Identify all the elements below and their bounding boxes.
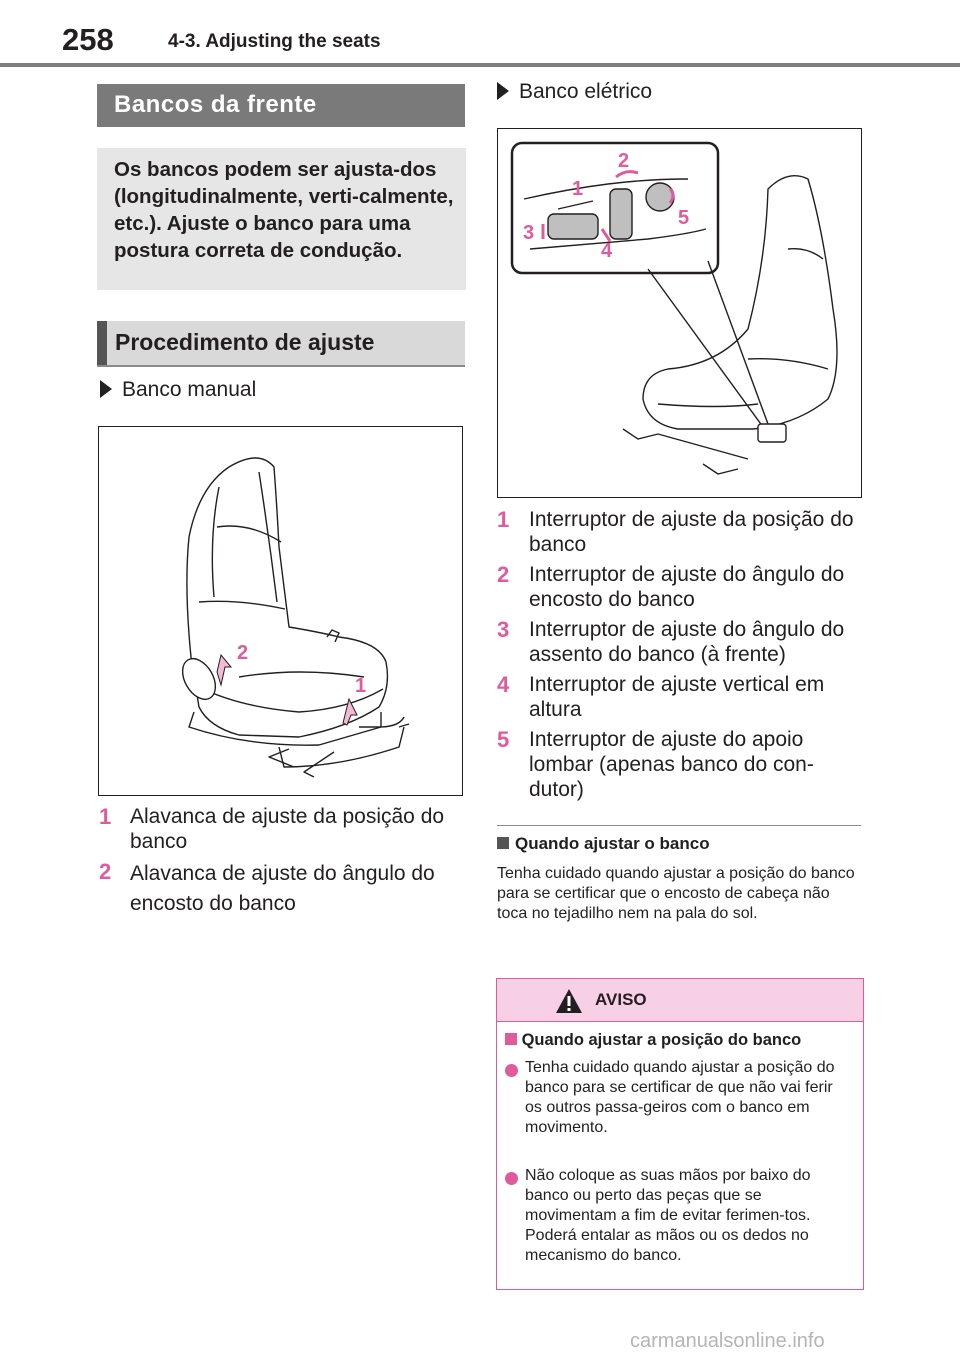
section-title: Bancos da frente bbox=[114, 91, 317, 118]
electric-seat-figure bbox=[497, 128, 862, 498]
manual-item-2-text: Alavanca de ajuste do ângulo do encosto do banco bbox=[130, 862, 435, 915]
electric-item-3-number: 3 bbox=[497, 617, 510, 642]
electric-item-2-text: Interruptor de ajuste do ângulo do encosto do banco bbox=[529, 563, 845, 611]
electric-item-4-text: Interruptor de ajuste vertical em altura bbox=[529, 673, 825, 721]
electric-item-1-number: 1 bbox=[497, 507, 510, 532]
warning-subtitle: Quando ajustar a posição do banco bbox=[505, 1031, 801, 1050]
electric-item-2-number: 2 bbox=[497, 562, 510, 587]
when-adjusting-heading: Quando ajustar o banco bbox=[497, 834, 710, 854]
manual-item-2-number: 2 bbox=[99, 859, 112, 884]
section-heading-front-seats bbox=[97, 84, 465, 127]
watermark: carmanualsonline.info bbox=[630, 1330, 825, 1352]
intro-box bbox=[97, 148, 466, 290]
square-bullet-icon bbox=[497, 837, 509, 849]
warning-triangle-icon bbox=[554, 987, 584, 1015]
square-bullet-icon bbox=[505, 1033, 517, 1045]
electric-seat-label: Banco elétrico bbox=[497, 80, 652, 104]
intro-text: Os bancos podem ser ajusta-dos (longitudinalmente, verti-calmente, etc.). Ajuste o banco para uma postura correta de condução. bbox=[114, 158, 454, 262]
manual-item-1-text: Alavanca de ajuste da posição do banco bbox=[130, 805, 445, 853]
bullet-dot-icon bbox=[505, 1064, 518, 1077]
electric-item-5-number: 5 bbox=[497, 727, 510, 752]
callout-5: 5 bbox=[678, 207, 690, 229]
chapter-title: 4-3. Adjusting the seats bbox=[168, 31, 381, 52]
warning-box bbox=[496, 978, 864, 1290]
bullet-dot-icon bbox=[505, 1172, 518, 1185]
manual-seat-figure bbox=[98, 426, 463, 796]
warning-title: AVISO bbox=[595, 990, 647, 1009]
callout-1: 1 bbox=[572, 178, 584, 200]
section-heading-procedure bbox=[97, 321, 465, 367]
page-number: 258 bbox=[62, 22, 114, 57]
callout-1: 1 bbox=[355, 675, 367, 697]
electric-item-3-text: Interruptor de ajuste do ângulo do assento do banco (à frente) bbox=[529, 618, 845, 666]
electric-seat-illustration bbox=[498, 129, 861, 497]
electric-item-1-text: Interruptor de ajuste da posição do banco bbox=[529, 508, 854, 556]
manual-item-1-number: 1 bbox=[99, 804, 112, 829]
warning-bullet-2: Não coloque as suas mãos por baixo do banco ou perto das peças que se movimentam a fim de evitar ferimen-tos. Poderá entalar as mãos ou os dedos no mecanismo do banco. bbox=[525, 1167, 811, 1264]
header-rule bbox=[0, 63, 960, 67]
triangle-bullet-icon bbox=[100, 380, 112, 398]
callout-2: 2 bbox=[618, 150, 630, 172]
warning-header bbox=[497, 979, 863, 1022]
callout-3: 3 bbox=[523, 222, 535, 244]
warning-bullet-1: Tenha cuidado quando ajustar a posição do banco para se certificar de que não vai ferir os outros passa-geiros com o banco em movimento. bbox=[525, 1059, 835, 1136]
when-adjusting-text: Tenha cuidado quando ajustar a posição do banco para se certificar que o encosto de cabeça não toca no tejadilho nem na pala do sol. bbox=[497, 865, 855, 922]
callout-4: 4 bbox=[601, 240, 613, 262]
triangle-bullet-icon bbox=[497, 82, 509, 100]
section-title: Procedimento de ajuste bbox=[115, 329, 375, 355]
divider bbox=[497, 825, 861, 826]
manual-seat-label: Banco manual bbox=[100, 378, 256, 402]
electric-item-4-number: 4 bbox=[497, 672, 510, 697]
heading-marker bbox=[97, 321, 107, 365]
manual-seat-illustration bbox=[99, 427, 462, 795]
electric-item-5-text: Interruptor de ajuste do apoio lombar (apenas banco do con-dutor) bbox=[529, 728, 814, 801]
callout-2: 2 bbox=[237, 642, 249, 664]
